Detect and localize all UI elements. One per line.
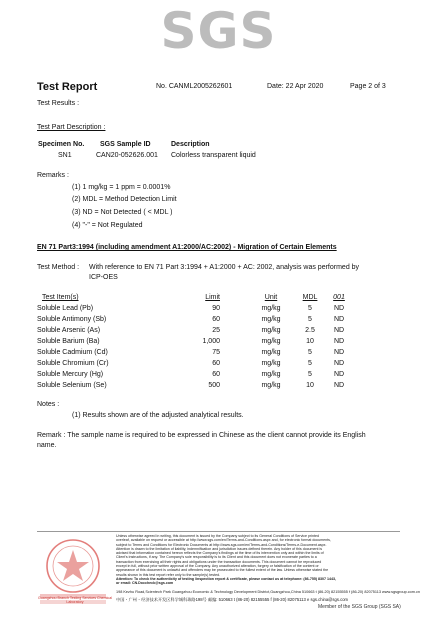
cell-mdl: 5: [308, 305, 312, 312]
header-limit: Limit: [205, 294, 220, 301]
remarks-label: Remarks :: [37, 172, 69, 179]
table-row: [0, 380, 437, 391]
cell-mdl: 5: [308, 349, 312, 356]
cell-limit: 75: [212, 349, 220, 356]
specimen-table: [0, 140, 437, 162]
specimen-header-description: Description: [171, 141, 210, 148]
cell-unit: mg/kg: [261, 382, 281, 389]
cell-item: Soluble Arsenic (As): [37, 327, 101, 334]
fine-print-attention: Attention: To check the authenticity of testing /inspection report & certificate, please contact us at telephone: (86-755) 8307 1443,: [116, 576, 337, 581]
test-part-description-label: Test Part Description :: [37, 124, 106, 131]
table-row: [0, 303, 437, 314]
table-row: [0, 314, 437, 325]
specimen-header-no: Specimen No.: [38, 141, 85, 148]
cell-limit: 90: [212, 305, 220, 312]
header-unit: Unit: [264, 294, 278, 301]
fine-print-email: or email: CN.Doccheck@sgs.com: [116, 581, 174, 586]
remark-line-cont: name.: [37, 442, 57, 449]
cell-result: ND: [333, 338, 345, 345]
sgs-logo: [0, 0, 437, 62]
report-number: No. CANML2005262601: [156, 83, 233, 90]
remark-line: Remark : The sample name is required to be expressed in Chinese as the client cannot provide its English: [37, 432, 366, 439]
fine-print-line: advised that information contained hereon reflects the Company's findings at the time of its intervention only and within the limits of: [116, 551, 324, 556]
header-sample-001: 001: [333, 294, 345, 301]
table-row: [0, 336, 437, 347]
remark-item: (1) 1 mg/kg = 1 ppm = 0.0001%: [72, 184, 171, 191]
cell-result: ND: [333, 349, 345, 356]
cell-limit: 500: [208, 382, 220, 389]
cell-unit: mg/kg: [261, 360, 281, 367]
specimen-no: SN1: [58, 152, 72, 159]
cell-unit: mg/kg: [261, 305, 281, 312]
seal-caption: Guangzhou Branch Testing Services Chemical Laboratory: [37, 596, 113, 604]
cell-limit: 1,000: [202, 338, 220, 345]
specimen-sample-id: CAN20-052626.001: [96, 152, 158, 159]
logo-text: SGS: [160, 2, 277, 60]
results-table: [0, 292, 437, 392]
cell-mdl: 5: [308, 371, 312, 378]
cell-item: Soluble Mercury (Hg): [37, 371, 104, 378]
cell-mdl: 10: [306, 338, 314, 345]
cell-item: Soluble Cadmium (Cd): [37, 349, 108, 356]
cell-result: ND: [333, 371, 345, 378]
test-method-label: Test Method :: [37, 264, 80, 271]
table-row: [0, 347, 437, 358]
table-row: [0, 369, 437, 380]
cell-limit: 60: [212, 316, 220, 323]
test-method-text: With reference to EN 71 Part 3:1994 + A1:2000 + AC: 2002, analysis was performed by: [89, 264, 360, 271]
cell-unit: mg/kg: [261, 371, 281, 378]
fine-print-line: subject to Terms and Conditions for Electronic Documents at http://www.sgs.com/en/Terms-and-Conditions/Terms-e-Document.aspx.: [116, 542, 327, 547]
section-title: EN 71 Part3:1994 (including amendment A1:2000/AC:2002) - Migration of Certain Elements: [37, 244, 337, 251]
legal-fine-print: [116, 534, 398, 586]
specimen-header-id: SGS Sample ID: [100, 141, 151, 148]
cell-mdl: 5: [308, 360, 312, 367]
cell-result: ND: [333, 305, 345, 312]
fine-print-line: appearance of this document is unlawful and offenders may be prosecuted to the fullest extent of the law. Unless otherwise stated the: [116, 568, 329, 573]
specimen-description: Colorless transparent liquid: [171, 152, 256, 159]
table-row: [0, 325, 437, 336]
cell-item: Soluble Antimony (Sb): [37, 316, 107, 323]
cell-mdl: 10: [306, 382, 314, 389]
cell-result: ND: [333, 360, 345, 367]
table-header-row: [0, 292, 437, 303]
notes-label: Notes :: [37, 401, 60, 408]
cell-item: Soluble Chromium (Cr): [37, 360, 109, 367]
cell-unit: mg/kg: [261, 327, 281, 334]
test-method-text-cont: ICP-OES: [89, 274, 118, 281]
fine-print-line: overleaf, available on request or accessible at http://www.sgs.com/en/Terms-and-Conditions.aspx and, for electronic format documents,: [116, 538, 331, 543]
fine-print-line: Client's instructions, if any. The Company's sole responsibility is to its Client and this document does not exonerate parties to a: [116, 555, 317, 560]
footer-divider: [37, 531, 400, 532]
remark-item: (4) "-" = Not Regulated: [72, 222, 143, 229]
address-line-en: 198 Kezhu Road,Scientech Park Guangzhou Economic & Technology Development District,Guangzhou,China 510663 t (86-20) 82155555 f (86-20) 82075113 www.sgsgroup.com.cn: [116, 590, 421, 594]
cell-unit: mg/kg: [261, 316, 281, 323]
test-results-label: Test Results :: [37, 100, 80, 107]
cell-limit: 25: [212, 327, 220, 334]
cell-result: ND: [333, 316, 345, 323]
page-number: Page 2 of 3: [350, 83, 386, 90]
cell-unit: mg/kg: [261, 349, 281, 356]
cell-unit: mg/kg: [261, 338, 281, 345]
cell-limit: 60: [212, 371, 220, 378]
note-item: (1) Results shown are of the adjusted analytical results.: [72, 412, 244, 419]
cell-result: ND: [333, 382, 345, 389]
address-line-cn: 中国・广州・经济技术开发区科学城科珠路198号 邮编: 510663 t (86-20) 82155555 f (86-20) 82075113 e sgs.china@sgs.com: [116, 597, 349, 602]
fine-print-line: transaction from exercising all their rights and obligations under the transaction documents. This document cannot be reproduced: [116, 559, 322, 564]
cell-item: Soluble Lead (Pb): [37, 305, 94, 312]
cell-item: Soluble Barium (Ba): [37, 338, 100, 345]
table-row: [0, 358, 437, 369]
report-date: Date: 22 Apr 2020: [267, 83, 324, 90]
cell-limit: 60: [212, 360, 220, 367]
fine-print-line: except in full, without prior written approval of the Company. Any unauthorized alteration, forgery or falsification of the content or: [116, 564, 319, 569]
member-text: Member of the SGS Group (SGS SA): [318, 604, 401, 610]
cell-mdl: 2.5: [305, 327, 315, 334]
header-mdl: MDL: [302, 294, 318, 301]
cell-result: ND: [333, 327, 345, 334]
header-test-items: Test Item(s): [42, 294, 79, 301]
fine-print-line: results shown in this test report refer only to the sample(s) tested.: [116, 572, 221, 577]
remark-item: (3) ND = Not Detected ( < MDL ): [72, 209, 173, 216]
cell-item: Soluble Selenium (Se): [37, 382, 107, 389]
report-title: Test Report: [37, 81, 98, 93]
cell-mdl: 5: [308, 316, 312, 323]
fine-print-line: Unless otherwise agreed in writing, this document is issued by the Company subject to its General Conditions of Service printed: [116, 534, 319, 538]
remark-item: (2) MDL = Method Detection Limit: [72, 196, 177, 203]
fine-print-line: Attention is drawn to the limitation of liability, indemnification and jurisdiction issues defined therein. Any holder of this document is: [116, 546, 323, 551]
